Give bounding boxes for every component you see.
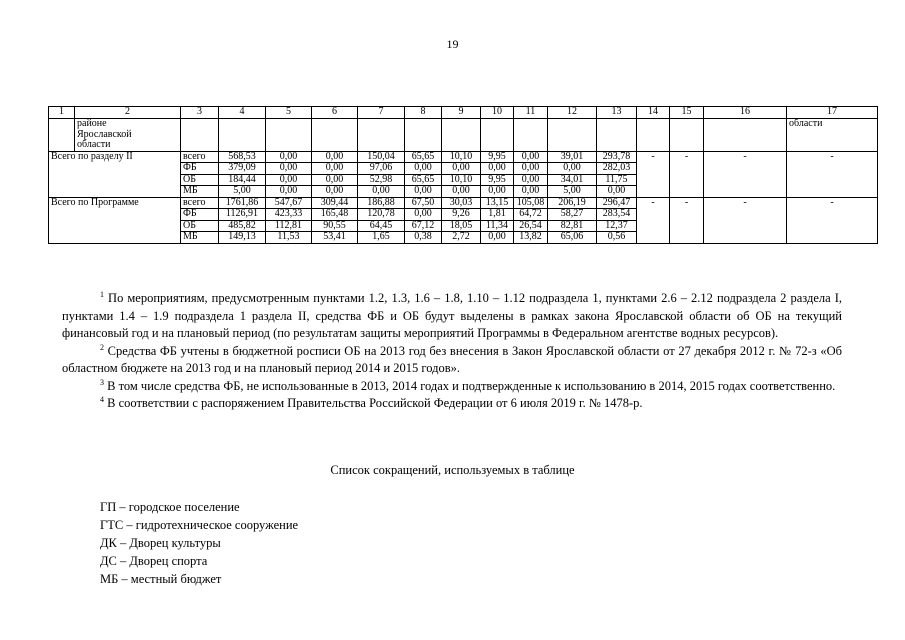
dash-cell: - <box>637 151 670 197</box>
continuation-row <box>49 119 878 152</box>
abbreviations-list <box>100 498 298 588</box>
value-cell: 120,78 <box>358 209 405 221</box>
value-cell: 13,82 <box>514 232 548 244</box>
value-cell: 67,12 <box>405 220 442 232</box>
value-cell: 67,50 <box>405 197 442 209</box>
value-cell: 1,81 <box>481 209 514 221</box>
value-cell: 39,01 <box>548 151 597 163</box>
budget-table <box>48 106 878 244</box>
value-cell: 65,06 <box>548 232 597 244</box>
value-cell: 206,19 <box>548 197 597 209</box>
value-cell: 0,00 <box>266 151 312 163</box>
dash-cell: - <box>787 197 878 243</box>
funding-source-cell: ОБ <box>181 174 219 186</box>
value-cell: 0,00 <box>312 174 358 186</box>
footnote-3: $^3$ В том числе средства ФБ, не использованные в 2013, 2014 годах и подтвержденные к использованию в 2014, 2015 годах соответственно. <box>100 377 836 393</box>
abbreviation-item: МБ – местный бюджет <box>100 572 222 586</box>
header-cell: 6 <box>312 107 358 119</box>
funding-source-cell: ФБ <box>181 163 219 175</box>
value-cell: 1761,86 <box>219 197 266 209</box>
value-cell: 0,00 <box>312 186 358 198</box>
value-cell: 65,65 <box>405 174 442 186</box>
value-cell: 52,98 <box>358 174 405 186</box>
value-cell: 10,10 <box>442 174 481 186</box>
value-cell: 0,00 <box>405 163 442 175</box>
header-cell: 16 <box>704 107 787 119</box>
value-cell: 0,00 <box>266 174 312 186</box>
page-number: 19 <box>446 37 459 51</box>
value-cell: 0,00 <box>514 186 548 198</box>
footnote-4: $^4$ В соответствии с распоряжением Правительства Российской Федерации от 6 июля 2019 г. № 1478-р. <box>100 395 643 410</box>
value-cell: 10,10 <box>442 151 481 163</box>
value-cell: 149,13 <box>219 232 266 244</box>
header-cell: 12 <box>548 107 597 119</box>
abbreviation-item: ДС – Дворец спорта <box>100 554 208 568</box>
abbreviation-item: ГТС – гидротехническое сооружение <box>100 518 299 532</box>
value-cell: 0,00 <box>442 186 481 198</box>
header-cell: 10 <box>481 107 514 119</box>
header-cell: 4 <box>219 107 266 119</box>
funding-source-cell: всего <box>181 197 219 209</box>
value-cell: 9,95 <box>481 151 514 163</box>
abbreviation-item: ДК – Дворец культуры <box>100 536 221 550</box>
value-cell: 282,03 <box>597 163 637 175</box>
header-cell: 13 <box>597 107 637 119</box>
funding-source-cell: МБ <box>181 232 219 244</box>
value-cell: 293,78 <box>597 151 637 163</box>
value-cell: 0,00 <box>358 186 405 198</box>
value-cell: 1,65 <box>358 232 405 244</box>
footnote-2: $^2$ Средства ФБ учтены в бюджетной росписи ОБ на 2013 год без внесения в Закон Ярославской области от 27 декабря 2012 г. № 72-з «Об областном бюджете на 2013 год и на плановый период 2014 и 2015 годов». <box>62 342 842 375</box>
value-cell: 90,55 <box>312 220 358 232</box>
value-cell: 112,81 <box>266 220 312 232</box>
dash-cell: - <box>787 151 878 197</box>
value-cell: 2,72 <box>442 232 481 244</box>
value-cell: 26,54 <box>514 220 548 232</box>
abbreviation-item: ГП – городское поселение <box>100 500 240 514</box>
footnotes <box>62 290 842 413</box>
value-cell: 0,00 <box>548 163 597 175</box>
value-cell: 0,00 <box>514 163 548 175</box>
header-cell: 15 <box>670 107 704 119</box>
value-cell: 65,65 <box>405 151 442 163</box>
funding-source-cell: ФБ <box>181 209 219 221</box>
value-cell: 0,00 <box>405 209 442 221</box>
value-cell: 150,04 <box>358 151 405 163</box>
abbreviations-title: Список сокращений, используемых в таблице <box>330 463 575 477</box>
table-row <box>49 151 878 163</box>
dash-cell: - <box>704 197 787 243</box>
value-cell: 11,34 <box>481 220 514 232</box>
value-cell: 58,27 <box>548 209 597 221</box>
value-cell: 485,82 <box>219 220 266 232</box>
value-cell: 11,75 <box>597 174 637 186</box>
dash-cell: - <box>637 197 670 243</box>
dash-cell: - <box>704 151 787 197</box>
value-cell: 423,33 <box>266 209 312 221</box>
value-cell: 53,41 <box>312 232 358 244</box>
header-cell: 1 <box>49 107 75 119</box>
value-cell: 0,00 <box>312 163 358 175</box>
value-cell: 82,81 <box>548 220 597 232</box>
value-cell: 184,44 <box>219 174 266 186</box>
table-header-row <box>49 107 878 119</box>
header-cell: 3 <box>181 107 219 119</box>
value-cell: 0,00 <box>514 174 548 186</box>
continuation-col17-cell: области <box>787 119 878 152</box>
funding-source-cell: МБ <box>181 186 219 198</box>
value-cell: 0,00 <box>266 163 312 175</box>
group-label-cell: Всего по Программе <box>49 197 181 243</box>
value-cell: 5,00 <box>548 186 597 198</box>
value-cell: 0,00 <box>481 186 514 198</box>
value-cell: 0,00 <box>514 151 548 163</box>
header-cell: 17 <box>787 107 878 119</box>
dash-cell: - <box>670 151 704 197</box>
value-cell: 64,72 <box>514 209 548 221</box>
value-cell: 13,15 <box>481 197 514 209</box>
funding-source-cell: ОБ <box>181 220 219 232</box>
value-cell: 34,01 <box>548 174 597 186</box>
value-cell: 0,00 <box>442 163 481 175</box>
value-cell: 105,08 <box>514 197 548 209</box>
value-cell: 547,67 <box>266 197 312 209</box>
value-cell: 12,37 <box>597 220 637 232</box>
header-cell: 9 <box>442 107 481 119</box>
header-cell: 7 <box>358 107 405 119</box>
value-cell: 97,06 <box>358 163 405 175</box>
value-cell: 5,00 <box>219 186 266 198</box>
value-cell: 0,00 <box>481 232 514 244</box>
value-cell: 0,56 <box>597 232 637 244</box>
value-cell: 64,45 <box>358 220 405 232</box>
value-cell: 186,88 <box>358 197 405 209</box>
value-cell: 0,00 <box>312 151 358 163</box>
value-cell: 0,00 <box>481 163 514 175</box>
footnote-1: $^1$ По мероприятиям, предусмотренным пунктами 1.2, 1.3, 1.6 – 1.8, 1.10 – 1.12 подраздела 1, пунктами 2.6 – 2.12 подраздела 2 раздела I, пунктами 1.4 – 1.9 подраздела 1 раздела II, средства ФБ и ОБ будут выделены в рамках закона Ярославской области об ОБ на текущий финансовый год и на плановый период (по результатам защиты мероприятий Программы в Федеральном агентстве водных ресурсов). <box>62 290 842 340</box>
value-cell: 296,47 <box>597 197 637 209</box>
value-cell: 0,38 <box>405 232 442 244</box>
dash-cell: - <box>670 197 704 243</box>
value-cell: 0,00 <box>597 186 637 198</box>
value-cell: 283,54 <box>597 209 637 221</box>
funding-source-cell: всего <box>181 151 219 163</box>
value-cell: 1126,91 <box>219 209 266 221</box>
header-cell: 5 <box>266 107 312 119</box>
value-cell: 568,53 <box>219 151 266 163</box>
group-label-cell: Всего по разделу II <box>49 151 181 197</box>
table-row <box>49 197 878 209</box>
header-cell: 2 <box>75 107 181 119</box>
value-cell: 9,95 <box>481 174 514 186</box>
header-cell: 14 <box>637 107 670 119</box>
value-cell: 309,44 <box>312 197 358 209</box>
continuation-col2-cell: районе Ярославской области <box>75 119 181 152</box>
value-cell: 379,09 <box>219 163 266 175</box>
header-cell: 11 <box>514 107 548 119</box>
value-cell: 0,00 <box>405 186 442 198</box>
value-cell: 18,05 <box>442 220 481 232</box>
value-cell: 165,48 <box>312 209 358 221</box>
value-cell: 0,00 <box>266 186 312 198</box>
header-cell: 8 <box>405 107 442 119</box>
value-cell: 30,03 <box>442 197 481 209</box>
value-cell: 9,26 <box>442 209 481 221</box>
value-cell: 11,53 <box>266 232 312 244</box>
